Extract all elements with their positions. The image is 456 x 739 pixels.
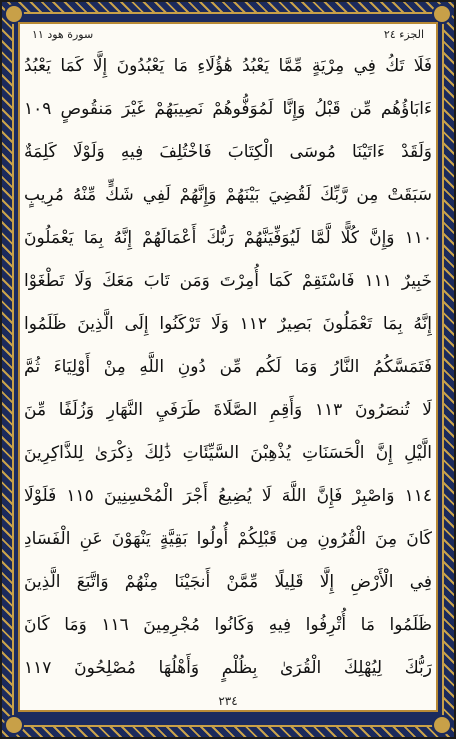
verse-line-5: ١١٠ وَإِنَّ كُلًّا لَّمَّا لَيُوَفِّيَنَّهُمْ رَبُّكَ أَعْمَالَهُمْ إِنَّهُ بِمَا يَعْمَلُونَ: [24, 228, 432, 248]
text-panel: [18, 22, 438, 712]
corner-ornament-icon: [432, 4, 452, 24]
verse-line-13: فِي الْأَرْضِ إِلَّا قَلِيلًا مِّمَّنْ أَنجَيْنَا مِنْهُمْ وَاتَّبَعَ الَّذِينَ: [24, 572, 432, 592]
verse-line-8: فَتَمَسَّكُمُ النَّارُ وَمَا لَكُم مِّن دُونِ اللَّهِ مِنْ أَوْلِيَاءَ ثُمَّ: [24, 357, 432, 377]
corner-ornament-icon: [4, 4, 24, 24]
verse-line-9: لَا تُنصَرُونَ ١١٣ وَأَقِمِ الصَّلَاةَ طَرَفَيِ النَّهَارِ وَزُلَفًا مِّنَ: [24, 400, 432, 420]
verse-line-3: وَلَقَدْ ءَاتَيْنَا مُوسَى الْكِتَابَ فَاخْتُلِفَ فِيهِ وَلَوْلَا كَلِمَةٌ: [24, 142, 432, 162]
page-number: ٢٣٤: [218, 694, 238, 708]
page-header: [20, 24, 436, 44]
verse-lines: [24, 46, 432, 688]
verse-line-12: كَانَ مِنَ الْقُرُونِ مِن قَبْلِكُمْ أُولُوا بَقِيَّةٍ يَنْهَوْنَ عَنِ الْفَسَادِ: [24, 529, 432, 549]
verse-line-10: الَّيْلِ إِنَّ الْحَسَنَاتِ يُذْهِبْنَ السَّيِّئَاتِ ذَٰلِكَ ذِكْرَىٰ لِلذَّاكِرِينَ: [24, 443, 432, 463]
corner-ornament-icon: [432, 715, 452, 735]
surah-label: سورة هود ١١: [32, 27, 94, 41]
verse-line-4: سَبَقَتْ مِن رَّبِّكَ لَقُضِيَ بَيْنَهُمْ وَإِنَّهُمْ لَفِي شَكٍّ مِّنْهُ مُرِيبٍ: [24, 185, 432, 205]
verse-line-1: فَلَا تَكُ فِي مِرْيَةٍ مِّمَّا يَعْبُدُ هَٰؤُلَاءِ مَا يَعْبُدُونَ إِلَّا كَمَا يَعْبُدُ: [24, 56, 432, 76]
verse-line-7: إِنَّهُ بِمَا تَعْمَلُونَ بَصِيرٌ ١١٢ وَلَا تَرْكَنُوا إِلَى الَّذِينَ ظَلَمُوا: [24, 314, 432, 334]
verse-line-11: ١١٤ وَاصْبِرْ فَإِنَّ اللَّهَ لَا يُضِيعُ أَجْرَ الْمُحْسِنِينَ ١١٥ فَلَوْلَا: [24, 486, 432, 506]
verse-line-6: خَبِيرٌ ١١١ فَاسْتَقِمْ كَمَا أُمِرْتَ وَمَن تَابَ مَعَكَ وَلَا تَطْغَوْا: [24, 271, 432, 291]
verse-line-2: ءَابَاؤُهُم مِّن قَبْلُ وَإِنَّا لَمُوَفُّوهُمْ نَصِيبَهُمْ غَيْرَ مَنقُوصٍ ١٠٩: [24, 99, 432, 119]
verse-line-15: رَبُّكَ لِيُهْلِكَ الْقُرَىٰ بِظُلْمٍ وَأَهْلُهَا مُصْلِحُونَ ١١٧: [24, 658, 432, 678]
verse-line-14: ظَلَمُوا مَا أُتْرِفُوا فِيهِ وَكَانُوا مُجْرِمِينَ ١١٦ وَمَا كَانَ: [24, 615, 432, 635]
corner-ornament-icon: [4, 715, 24, 735]
juz-label: الجزء ٢٤: [383, 27, 424, 41]
